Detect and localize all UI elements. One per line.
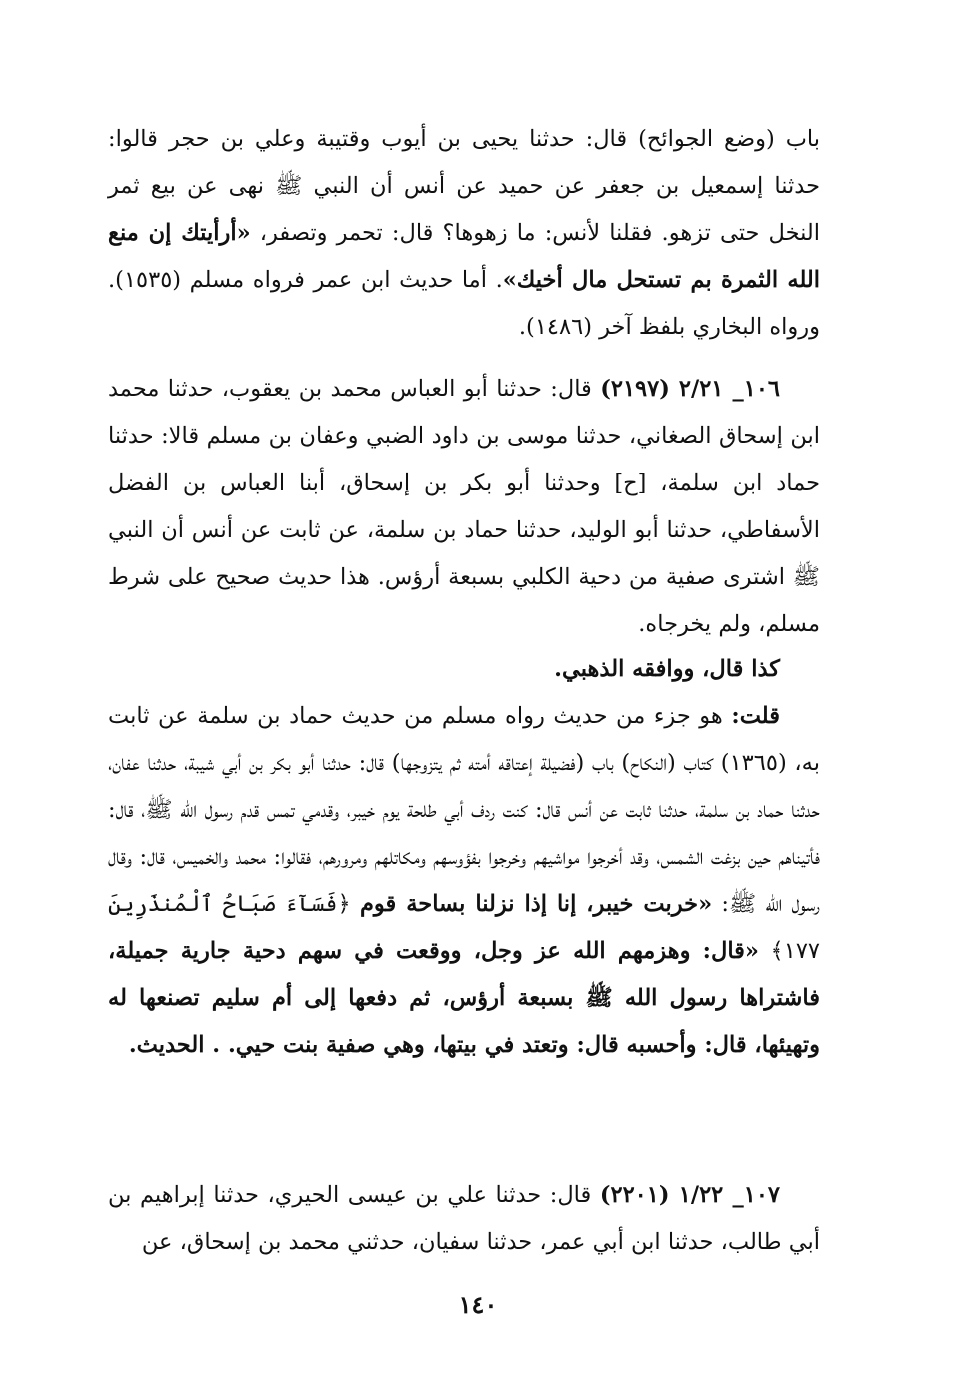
- note-dhahabi: [108, 646, 820, 693]
- hadith-text: قال: حدثنا أبو العباس محمد بن يعقوب، حدثنا محمد ابن إسحاق الصغاني، حدثنا موسى بن داود الضبي وعفان بن مسلم قالا: حدثنا حماد ابن سلمة، [ح] وحدثنا أبو بكر بن إسحاق، أبنا العباس بن الفضل الأسفاطي، حدثنا أبو الوليد، حدثنا حماد بن سلمة، عن ثابت عن أنس أن النبي ﷺ اشترى صفية من دحية الكلبي بسبعة أرؤس. هذا حديث صحيح على شرط مسلم، ولم يخرجاه.: [108, 376, 820, 637]
- commentary-qultu: [108, 693, 820, 1069]
- hadith-text: قال: حدثنا علي بن عيسى الحيري، حدثنا إبراهيم بن أبي طالب، حدثنا ابن أبي عمر، حدثنا سفيان، حدثني محمد بن إسحاق، عن: [108, 1182, 820, 1255]
- hadith-106: [108, 366, 820, 648]
- text: باب (وضع الجوائح) قال: حدثنا يحيى بن أيوب وقتيبة وعلي بن حجر قالوا: حدثنا إسمعيل بن جعفر عن حميد عن أنس أن النبي ﷺ نهى عن بيع ثمر النخل حتى تزهو. فقلنا لأنس: ما زهوها؟ قال: تحمر وتصفر،: [108, 126, 821, 246]
- page-number: ١٤٠: [458, 1290, 498, 1319]
- bold-hadith-quote: «خربت خيبر، إنا إذا نزلنا بساحة قوم: [359, 891, 713, 917]
- bold-hadith-quote: «أرأيتك إن منع الله الثمرة بم تستحل مال أخيك»: [108, 220, 820, 293]
- paragraph-wad-al-jawaih: [108, 116, 820, 351]
- text: . أما حديث ابن عمر فرواه مسلم (١٥٣٥). ورواه البخاري بلفظ آخر (١٤٨٦).: [108, 267, 820, 340]
- bold-hadith-quote-continued: «قال: وهزمهم الله عز وجل، ووقعت في سهم دحية جارية جميلة، فاشتراها رسول الله ﷺ بسبعة أرؤس، ثم دفعها إلى أم سليم تصنعها له وتهيئها، قال: وأحسبه قال: وتعتد في بيتها، وهي صفية بنت حيي. . الحديث.: [108, 938, 820, 1058]
- note-text: كذا قال، ووافقه الذهبي.: [554, 656, 780, 682]
- hadith-107: [108, 1172, 820, 1266]
- hadith-number: ١٠٧_ ١/٢٢ (٢٢٠١): [599, 1182, 781, 1208]
- hadith-number: ١٠٦_ ٢/٢١ (٢١٩٧): [600, 376, 780, 402]
- commentary-text: هو جزء من حديث رواه مسلم من حديث حماد بن سلمة عن ثابت به، (١٣٦٥) كتاب (النكاح) باب (فضيلة إعتاقه أمته ثم يتزوجها) قال: حدثنا أبو بكر بن أبي شيبة، حدثنا عفان، حدثنا حماد بن سلمة، حدثنا ثابت عن أنس قال: كنت ردف أبي طلحة يوم خيبر، وقدمي تمس قدم رسول الله ﷺ، قال: فأتيناهم حين بزغت الشمس، وقد أخرجوا مواشيهم وخرجوا بفؤوسهم ومكاتلهم ومرورهم، فقالوا: محمد والخميس، قال: وقال رسول الله ﷺ:: [108, 703, 820, 917]
- commentary-lead: قلت:: [731, 703, 780, 729]
- quran-verse: ﴿فَسَآءَ صَبَاحُ ٱلْمُنذَرِينَ ١٧٧﴾: [108, 891, 820, 964]
